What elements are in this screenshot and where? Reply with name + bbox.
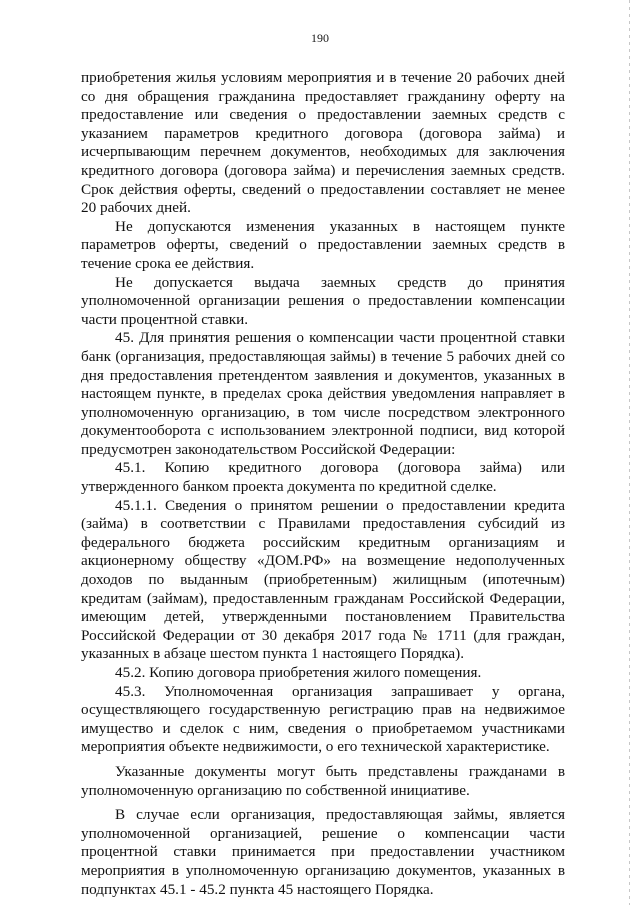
paragraph-item-45-1-1: 45.1.1. Сведения о принятом решении о предоставлении кредита (займа) в соответствии с Правилами предоставления субсидий из федерального бюджета российским кредитным организациям и акционерному обществу «ДОМ.РФ» на возмещение недополученных доходов по выданным (приобретенным) жилищным (ипотечным) кредитам (займам), предоставленным гражданам Российской Федерации, имеющим детей, утвержденными постановлением Правительства Российской Федерации от 30 декабря 2017 года № 1711 (для граждан, указанных в абзаце шестом пункта 1 настоящего Порядка). bbox=[81, 496, 565, 663]
paragraph-item-45-1: 45.1. Копию кредитного договора (договора займа) или утвержденного банком проекта документа по кредитной сделке. bbox=[81, 459, 565, 496]
paragraph-item-45: 45. Для принятия решения о компенсации части процентной ставки банк (организация, предоставляющая займы) в течение 5 рабочих дней со дня предоставления претендентом заявления и документов, указанных в настоящем пункте, в пределах срока действия уведомления направляет в уполномоченную организацию, в том числе посредством электронного документооборота с использованием электронной подписи, вид которой предусмотрен законодательством Российской Федерации: bbox=[81, 329, 565, 458]
paragraph-no-changes: Не допускаются изменения указанных в настоящем пункте параметров оферты, сведений о предоставлении заемных средств в течение срока ее действия. bbox=[81, 217, 565, 272]
paragraph-authorized-org: В случае если организация, предоставляющая займы, является уполномоченной организацией, решение о компенсации части процентной ставки принимается при предоставлении участником мероприятия в уполномоченную организацию документов, указанных в подпунктах 45.1 - 45.2 пункта 45 настоящего Порядка. bbox=[81, 806, 565, 898]
paragraph-no-issuance: Не допускается выдача заемных средств до принятия уполномоченной организации решения о предоставлении компенсации части процентной ставки. bbox=[81, 273, 565, 328]
paragraph-item-45-3: 45.3. Уполномоченная организация запрашивает у органа, осуществляющего государственную регистрацию прав на недвижимое имущество и сделок с ним, сведения о приобретаемом участниками мероприятия объекте недвижимости, о его технической характеристике. bbox=[81, 682, 565, 756]
scan-edge-artifact bbox=[629, 0, 630, 905]
page-number: 190 bbox=[311, 31, 329, 45]
document-body bbox=[81, 69, 565, 899]
paragraph-own-initiative: Указанные документы могут быть представлены гражданами в уполномоченную организацию по собственной инициативе. bbox=[81, 762, 565, 799]
paragraph-item-45-2: 45.2. Копию договора приобретения жилого помещения. bbox=[115, 664, 482, 681]
paragraph-continuation: приобретения жилья условиям мероприятия и в течение 20 рабочих дней со дня обращения гражданина предоставляет гражданину оферту на предоставление или сведения о предоставлении заемных средств с указанием параметров кредитного договора (договора займа) и исчерпывающим перечнем документов, необходимых для заключения кредитного договора (договора займа) и перечисления заемных средств. Срок действия оферты, сведений о предоставлении составляет не менее 20 рабочих дней. bbox=[81, 69, 565, 217]
